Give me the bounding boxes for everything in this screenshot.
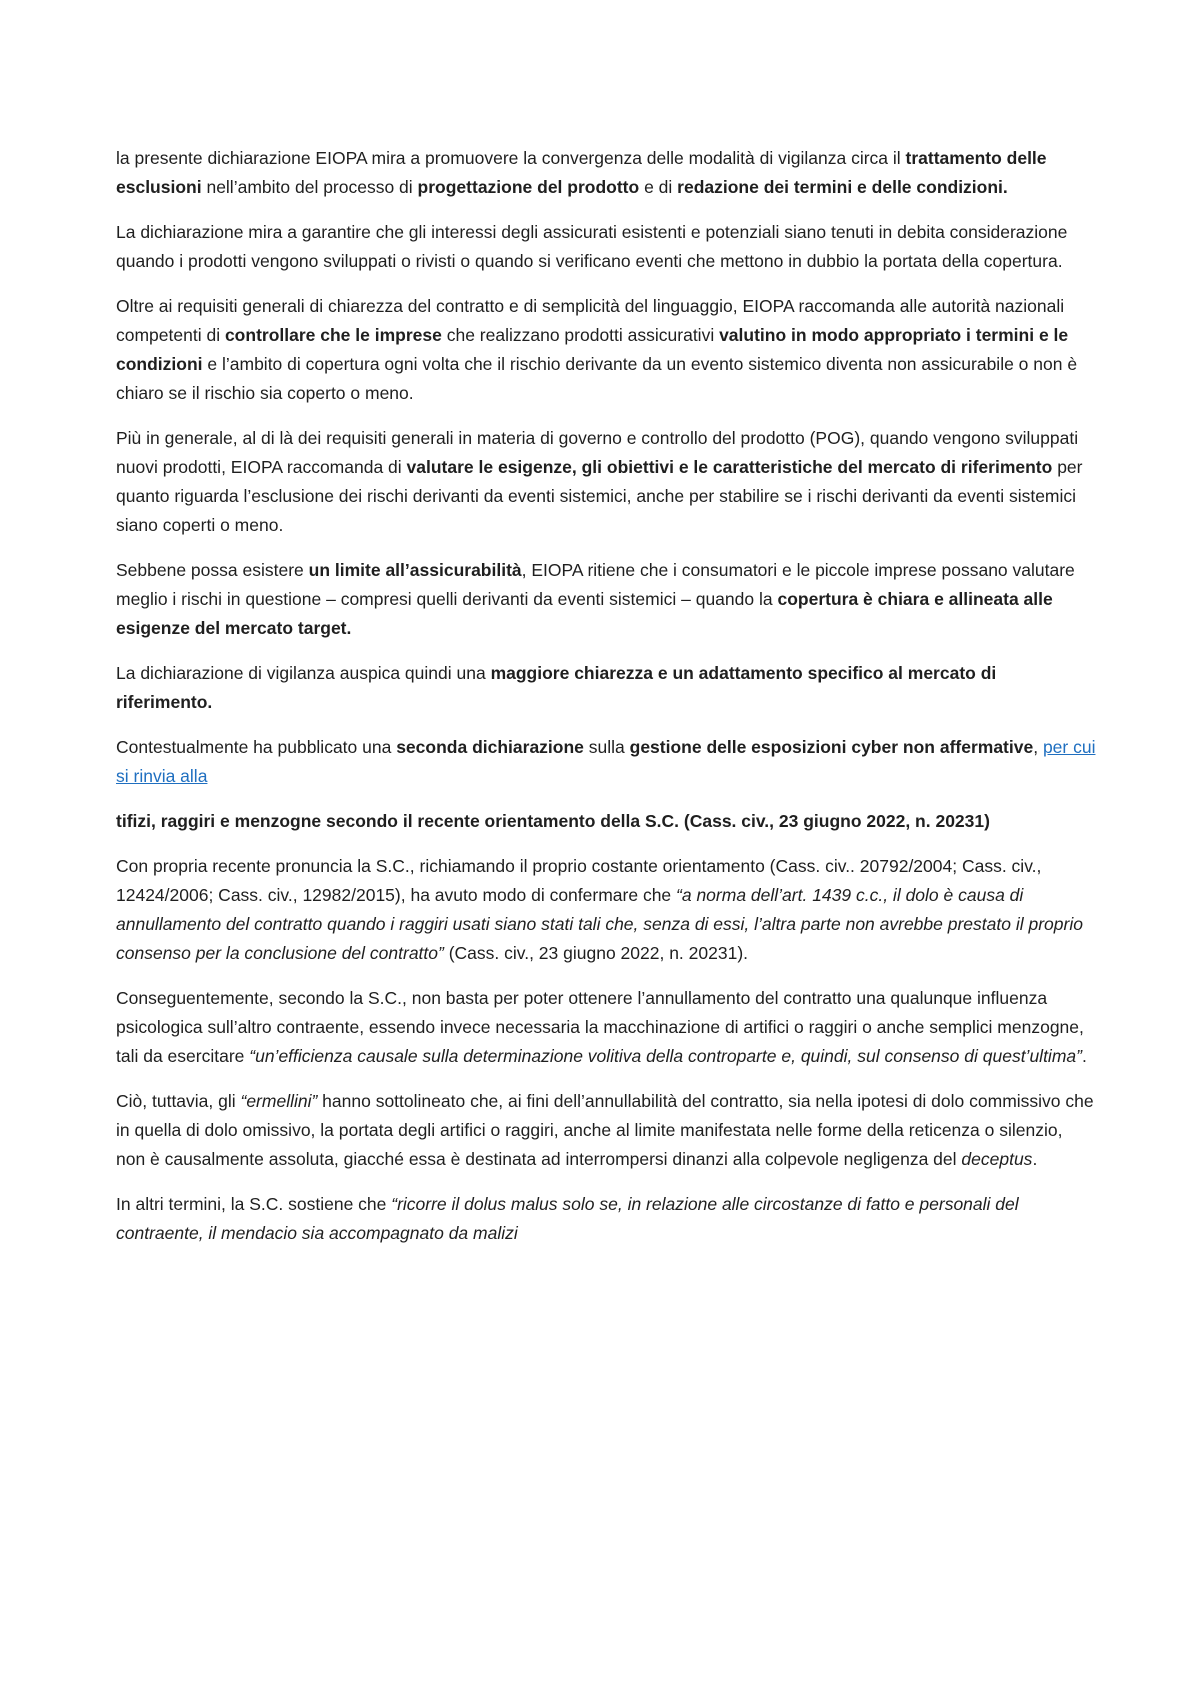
body-text: . xyxy=(1032,1149,1038,1169)
paragraph xyxy=(116,1087,1096,1174)
document-page xyxy=(116,144,1096,1264)
body-text: e di xyxy=(639,177,678,197)
body-text: . xyxy=(1081,1046,1087,1066)
bold-text: valutare le esigenze, gli obiettivi e le caratteristiche del mercato di riferimento xyxy=(406,457,1053,477)
bold-text: redazione dei termini e delle condizioni. xyxy=(677,177,1008,197)
body-text: Più in generale, al di là dei requisiti generali in materia di governo e controllo del prodotto (POG), quando vengono sviluppati nuovi prodotti, EIOPA raccomanda di xyxy=(116,428,1079,477)
body-text: la presente dichiarazione EIOPA mira a promuovere la convergenza delle modalità di vigilanza circa il xyxy=(116,148,906,168)
paragraph xyxy=(116,984,1096,1071)
paragraph xyxy=(116,556,1096,643)
bold-text: seconda dichiarazione xyxy=(396,737,584,757)
paragraph xyxy=(116,292,1096,408)
bold-text: maggiore chiarezza e un adattamento specifico al mercato di riferimento. xyxy=(116,663,997,712)
bold-text: gestione delle esposizioni cyber non affermative xyxy=(629,737,1034,757)
paragraph xyxy=(116,1190,1096,1248)
italic-quote: deceptus xyxy=(961,1149,1033,1169)
bold-text: controllare che le imprese xyxy=(224,325,442,345)
body-text: e l’ambito di copertura ogni volta che il rischio derivante da un evento sistemico diventa non assicurabile o non è chiaro se il rischio sia coperto o meno. xyxy=(116,354,1078,403)
body-text: Con propria recente pronuncia la S.C., richiamando il proprio costante orientamento (Cass. civ.. 20792/2004; Cass. civ., 12424/2006; Cass. civ., 12982/2015), ha avuto modo di confermare che xyxy=(116,856,1042,905)
body-text: che realizzano prodotti assicurativi xyxy=(441,325,720,345)
body-text: In altri termini, la S.C. sostiene che xyxy=(116,1194,392,1214)
body-text: per quanto riguarda l’esclusione dei rischi derivanti da eventi sistemici, anche per stabilire se i rischi derivanti da eventi sistemici siano coperti o meno. xyxy=(116,457,1083,535)
body-text: hanno sottolineato che, ai fini dell’annullabilità del contratto, sia nella ipotesi di dolo commissivo che in quella di dolo omissivo, la portata degli artifici o raggiri, anche al limite manifestata nelle forme della reticenza o silenzio, non è causalmente assoluta, giacché essa è destinata ad interrompersi dinanzi alla colpevole negligenza del xyxy=(116,1091,1094,1169)
paragraph xyxy=(116,807,1096,836)
body-text: sulla xyxy=(583,737,630,757)
italic-quote: “ricorre il dolus malus solo se, in relazione alle circostanze di fatto e personali del contraente, il mendacio sia accompagnato da malizi xyxy=(116,1194,1019,1243)
body-text: Ciò, tuttavia, gli xyxy=(116,1091,241,1111)
paragraph xyxy=(116,424,1096,540)
italic-quote: “a norma dell’art. 1439 c.c., il dolo è causa di annullamento del contratto quando i raggiri usati siano stati tali che, senza di essi, l’altra parte non avrebbe prestato il proprio consenso per la conclusione del contratto” xyxy=(116,885,1083,963)
bold-text: tifizi, raggiri e menzogne secondo il recente orientamento della S.C. (Cass. civ., 23 giugno 2022, n. 20231) xyxy=(116,811,990,831)
body-text: Contestualmente ha pubblicato una xyxy=(116,737,397,757)
paragraph xyxy=(116,733,1096,791)
bold-text: progettazione del prodotto xyxy=(417,177,640,197)
bold-text: un limite all’assicurabilità xyxy=(308,560,522,580)
body-text: , xyxy=(1033,737,1043,757)
bold-text: copertura è chiara e allineata alle esigenze del mercato target. xyxy=(116,589,1053,638)
italic-quote: “un’efficienza causale sulla determinazione volitiva della controparte e, quindi, sul consenso di quest’ultima” xyxy=(249,1046,1082,1066)
body-text: , EIOPA ritiene che i consumatori e le piccole imprese possano valutare meglio i rischi in questione – compresi quelli derivanti da eventi sistemici – quando la xyxy=(116,560,1075,609)
body-text: (Cass. civ., 23 giugno 2022, n. 20231). xyxy=(443,943,749,963)
body-text: nell’ambito del processo di xyxy=(201,177,418,197)
bold-text: trattamento delle esclusioni xyxy=(116,148,1047,197)
inline-link[interactable]: per cui si rinvia alla xyxy=(116,737,1096,786)
bold-text: valutino in modo appropriato i termini e le condizioni xyxy=(116,325,1069,374)
body-text: Oltre ai requisiti generali di chiarezza del contratto e di semplicità del linguaggio, EIOPA raccomanda alle autorità nazionali competenti di xyxy=(116,296,1065,345)
italic-quote: “ermellini” xyxy=(240,1091,318,1111)
paragraph xyxy=(116,852,1096,968)
body-text: Sebbene possa esistere xyxy=(116,560,309,580)
body-text: Conseguentemente, secondo la S.C., non basta per poter ottenere l’annullamento del contratto una qualunque influenza psicologica sull’altro contraente, essendo invece necessaria la macchinazione di artifici o raggiri o anche semplici menzogne, tali da esercitare xyxy=(116,988,1084,1066)
body-text: La dichiarazione di vigilanza auspica quindi una xyxy=(116,663,491,683)
paragraph xyxy=(116,659,1096,717)
body-text: La dichiarazione mira a garantire che gli interessi degli assicurati esistenti e potenziali siano tenuti in debita considerazione quando i prodotti vengono sviluppati o rivisti o quando si verificano eventi che mettono in dubbio la portata della copertura. xyxy=(116,222,1068,271)
paragraph xyxy=(116,218,1096,276)
paragraph xyxy=(116,144,1096,202)
